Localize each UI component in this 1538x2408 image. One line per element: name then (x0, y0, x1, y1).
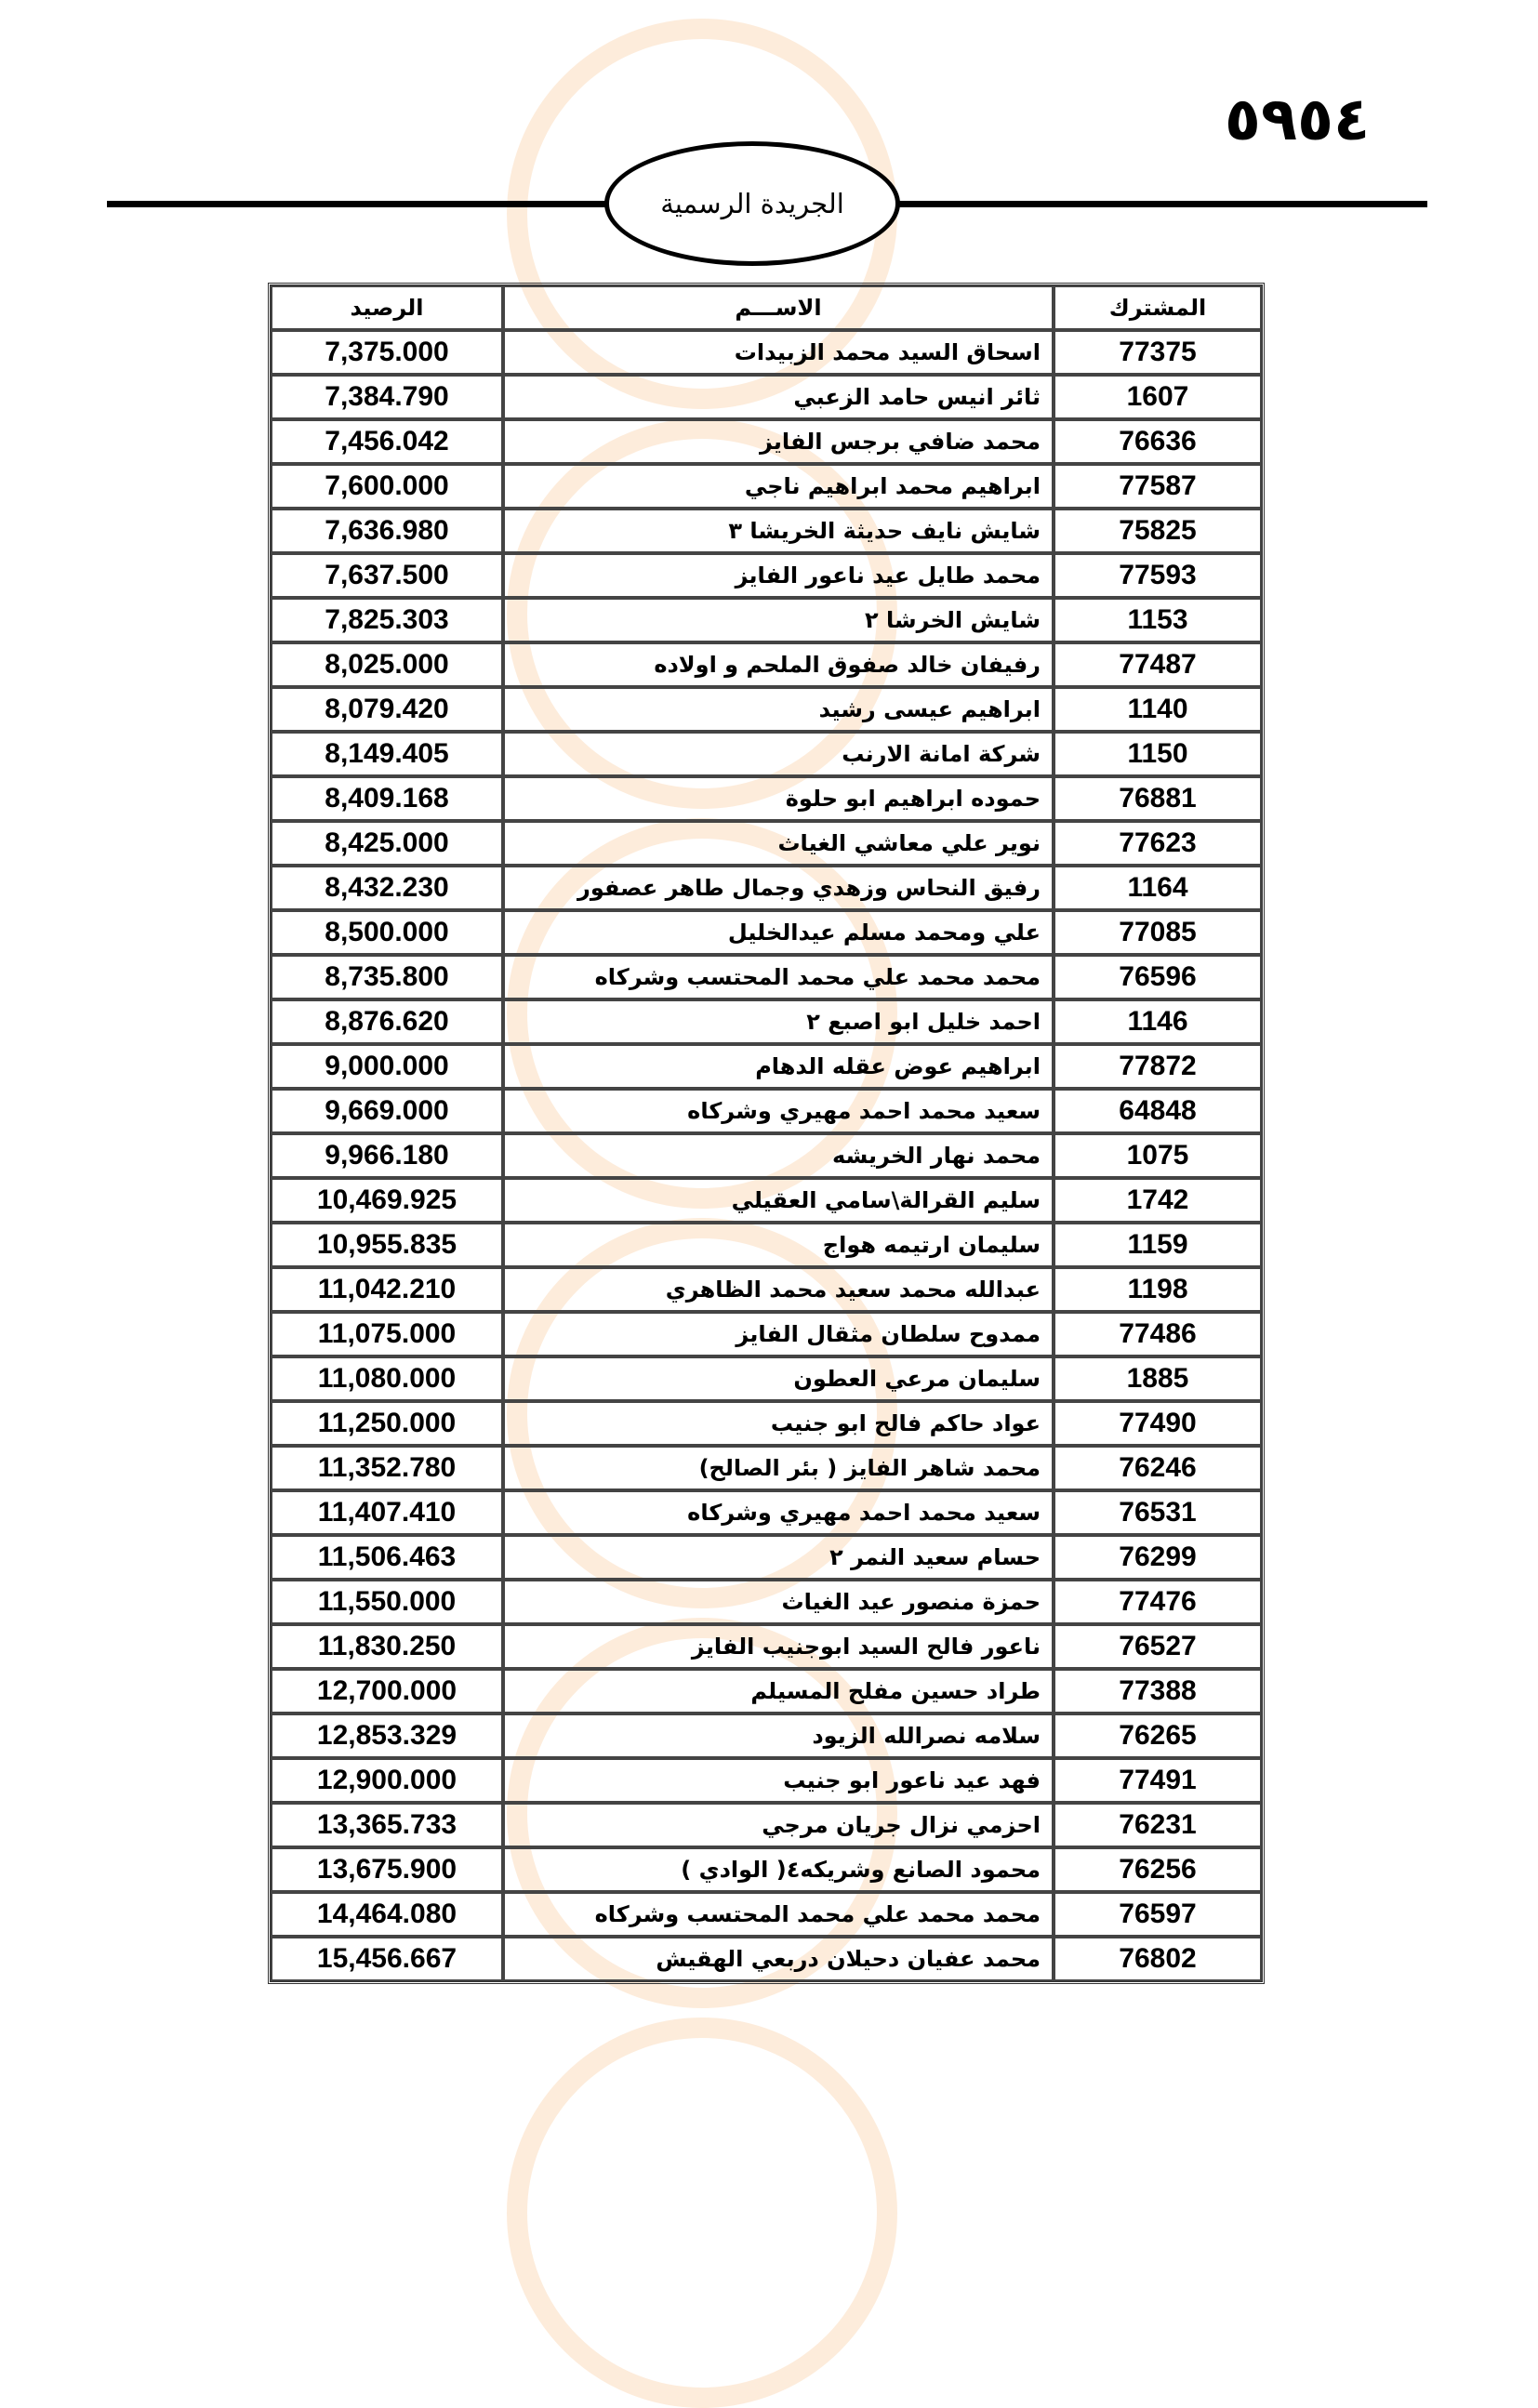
balance-cell: 11,250.000 (271, 1401, 503, 1446)
balance-cell: 9,669.000 (271, 1089, 503, 1133)
table-row (271, 375, 1262, 419)
table-row (271, 553, 1262, 598)
subscriber-id-cell: 76265 (1054, 1713, 1262, 1758)
name-cell: سليمان مرعي العطون (503, 1356, 1054, 1401)
balance-cell: 8,735.800 (271, 955, 503, 999)
name-cell: سليمان ارتيمه هواج (503, 1223, 1054, 1267)
name-cell: محمد عفيان دحيلان دربعي الهقيش (503, 1937, 1054, 1981)
name-cell: شركة امانة الارنب (503, 732, 1054, 776)
subscriber-id-cell: 76246 (1054, 1446, 1262, 1490)
table-row (271, 1401, 1262, 1446)
table-row (271, 1044, 1262, 1089)
subscriber-id-cell: 76231 (1054, 1803, 1262, 1847)
name-cell: محمد شاهر الفايز ( بئر الصالح) (503, 1446, 1054, 1490)
balance-cell: 8,025.000 (271, 642, 503, 687)
subscriber-id-cell: 1150 (1054, 732, 1262, 776)
balance-cell: 8,432.230 (271, 866, 503, 910)
table-header-row (271, 285, 1262, 330)
balance-cell: 12,900.000 (271, 1758, 503, 1803)
subscriber-id-cell: 64848 (1054, 1089, 1262, 1133)
name-cell: ابراهيم محمد ابراهيم ناجي (503, 464, 1054, 509)
table-row (271, 1937, 1262, 1981)
balance-cell: 12,853.329 (271, 1713, 503, 1758)
balance-cell: 8,500.000 (271, 910, 503, 955)
table-row (271, 642, 1262, 687)
name-cell: احمد خليل ابو اصبع ٢ (503, 999, 1054, 1044)
table-row (271, 598, 1262, 642)
table-row (271, 1312, 1262, 1356)
balance-cell: 8,079.420 (271, 687, 503, 732)
name-cell: ممدوح سلطان مثقال الفايز (503, 1312, 1054, 1356)
balance-cell: 7,384.790 (271, 375, 503, 419)
name-cell: سعيد محمد احمد مهيري وشركاه (503, 1089, 1054, 1133)
balance-cell: 7,456.042 (271, 419, 503, 464)
table-row (271, 955, 1262, 999)
table-row (271, 1713, 1262, 1758)
subscriber-id-cell: 1198 (1054, 1267, 1262, 1312)
name-cell: محمود الصانع وشريكه٤( الوادي ) (503, 1847, 1054, 1892)
subscriber-id-cell: 77476 (1054, 1580, 1262, 1624)
table-row (271, 1223, 1262, 1267)
name-cell: احزمي نزال جريان مرجي (503, 1803, 1054, 1847)
balance-cell: 11,080.000 (271, 1356, 503, 1401)
name-cell: ابراهيم عيسى رشيد (503, 687, 1054, 732)
table-row (271, 1580, 1262, 1624)
table-row (271, 1490, 1262, 1535)
subscribers-table (268, 283, 1265, 1984)
table-row (271, 776, 1262, 821)
subscriber-id-cell: 76531 (1054, 1490, 1262, 1535)
subscriber-id-cell: 75825 (1054, 509, 1262, 553)
table-row (271, 866, 1262, 910)
column-header-name: الاســـم (503, 285, 1054, 330)
name-cell: محمد طايل عيد ناعور الفايز (503, 553, 1054, 598)
name-cell: سعيد محمد احمد مهيري وشركاه (503, 1490, 1054, 1535)
subscriber-id-cell: 76636 (1054, 419, 1262, 464)
balance-cell: 8,876.620 (271, 999, 503, 1044)
name-cell: حمزة منصور عيد الغياث (503, 1580, 1054, 1624)
name-cell: محمد محمد علي محمد المحتسب وشركاه (503, 955, 1054, 999)
name-cell: حسام سعيد النمر ٢ (503, 1535, 1054, 1580)
name-cell: اسحاق السيد محمد الزبيدات (503, 330, 1054, 375)
balance-cell: 11,830.250 (271, 1624, 503, 1669)
name-cell: حموده ابراهيم ابو حلوة (503, 776, 1054, 821)
subscriber-id-cell: 77623 (1054, 821, 1262, 866)
subscriber-id-cell: 77491 (1054, 1758, 1262, 1803)
subscriber-id-cell: 1159 (1054, 1223, 1262, 1267)
subscriber-id-cell: 77487 (1054, 642, 1262, 687)
balance-cell: 7,825.303 (271, 598, 503, 642)
balance-cell: 10,469.925 (271, 1178, 503, 1223)
subscriber-id-cell: 1075 (1054, 1133, 1262, 1178)
name-cell: محمد محمد علي محمد المحتسب وشركاه (503, 1892, 1054, 1937)
table-row (271, 1892, 1262, 1937)
name-cell: طراد حسين مفلح المسيلم (503, 1669, 1054, 1713)
subscriber-id-cell: 1742 (1054, 1178, 1262, 1223)
balance-cell: 11,407.410 (271, 1490, 503, 1535)
balance-cell: 11,352.780 (271, 1446, 503, 1490)
subscriber-id-cell: 76596 (1054, 955, 1262, 999)
gazette-title-oval (604, 141, 900, 266)
subscriber-id-cell: 1607 (1054, 375, 1262, 419)
table-row (271, 1803, 1262, 1847)
table-row (271, 999, 1262, 1044)
balance-cell: 12,700.000 (271, 1669, 503, 1713)
table-row (271, 687, 1262, 732)
table-row (271, 1089, 1262, 1133)
table-row (271, 1178, 1262, 1223)
subscriber-id-cell: 77490 (1054, 1401, 1262, 1446)
table-row (271, 1356, 1262, 1401)
table-row (271, 910, 1262, 955)
balance-cell: 8,425.000 (271, 821, 503, 866)
table-row (271, 1624, 1262, 1669)
name-cell: عواد حاكم فالح ابو جنيب (503, 1401, 1054, 1446)
column-header-id: المشترك (1054, 285, 1262, 330)
subscriber-id-cell: 1153 (1054, 598, 1262, 642)
name-cell: ابراهيم عوض عقله الدهام (503, 1044, 1054, 1089)
name-cell: فهد عيد ناعور ابو جنيب (503, 1758, 1054, 1803)
table-row (271, 1847, 1262, 1892)
name-cell: ناعور فالح السيد ابوجنيب الفايز (503, 1624, 1054, 1669)
subscriber-id-cell: 77375 (1054, 330, 1262, 375)
table-row (271, 732, 1262, 776)
table-row (271, 464, 1262, 509)
table-row (271, 509, 1262, 553)
subscriber-id-cell: 76527 (1054, 1624, 1262, 1669)
name-cell: محمد نهار الخريشه (503, 1133, 1054, 1178)
name-cell: سلامه نصرالله الزيود (503, 1713, 1054, 1758)
table-row (271, 1446, 1262, 1490)
table-row (271, 1535, 1262, 1580)
subscriber-id-cell: 1140 (1054, 687, 1262, 732)
watermark-clock-ring (507, 2018, 897, 2408)
balance-cell: 9,000.000 (271, 1044, 503, 1089)
gazette-title: الجريدة الرسمية (660, 188, 844, 219)
subscriber-id-cell: 1885 (1054, 1356, 1262, 1401)
table-row (271, 1267, 1262, 1312)
subscriber-id-cell: 77872 (1054, 1044, 1262, 1089)
subscriber-id-cell: 77593 (1054, 553, 1262, 598)
table-row (271, 1758, 1262, 1803)
name-cell: سليم القرالة\سامي العقيلي (503, 1178, 1054, 1223)
balance-cell: 14,464.080 (271, 1892, 503, 1937)
subscriber-id-cell: 77388 (1054, 1669, 1262, 1713)
subscriber-id-cell: 1164 (1054, 866, 1262, 910)
subscriber-id-cell: 1146 (1054, 999, 1262, 1044)
subscriber-id-cell: 77587 (1054, 464, 1262, 509)
table-row (271, 1133, 1262, 1178)
table-row (271, 1669, 1262, 1713)
subscriber-id-cell: 76881 (1054, 776, 1262, 821)
balance-cell: 7,637.500 (271, 553, 503, 598)
balance-cell: 10,955.835 (271, 1223, 503, 1267)
name-cell: رفيفان خالد صفوق الملحم و اولاده (503, 642, 1054, 687)
balance-cell: 11,550.000 (271, 1580, 503, 1624)
balance-cell: 8,409.168 (271, 776, 503, 821)
subscriber-id-cell: 76597 (1054, 1892, 1262, 1937)
subscriber-id-cell: 77085 (1054, 910, 1262, 955)
balance-cell: 13,365.733 (271, 1803, 503, 1847)
balance-cell: 9,966.180 (271, 1133, 503, 1178)
table-row (271, 330, 1262, 375)
page-number: ٥٩٥٤ (1224, 86, 1371, 154)
balance-cell: 7,375.000 (271, 330, 503, 375)
balance-cell: 8,149.405 (271, 732, 503, 776)
subscriber-id-cell: 76256 (1054, 1847, 1262, 1892)
name-cell: شايش الخرشا ٢ (503, 598, 1054, 642)
table-row (271, 821, 1262, 866)
balance-cell: 11,075.000 (271, 1312, 503, 1356)
balance-cell: 11,506.463 (271, 1535, 503, 1580)
name-cell: ثائر انيس حامد الزعبي (503, 375, 1054, 419)
subscriber-id-cell: 76299 (1054, 1535, 1262, 1580)
name-cell: رفيق النحاس وزهدي وجمال طاهر عصفور (503, 866, 1054, 910)
name-cell: علي ومحمد مسلم عيدالخليل (503, 910, 1054, 955)
balance-cell: 7,636.980 (271, 509, 503, 553)
balance-cell: 13,675.900 (271, 1847, 503, 1892)
name-cell: محمد ضافي برجس الفايز (503, 419, 1054, 464)
balance-cell: 11,042.210 (271, 1267, 503, 1312)
balance-cell: 15,456.667 (271, 1937, 503, 1981)
table-row (271, 419, 1262, 464)
subscriber-id-cell: 76802 (1054, 1937, 1262, 1981)
name-cell: نوير علي معاشي الغياث (503, 821, 1054, 866)
name-cell: شايش نايف حديثة الخريشا ٣ (503, 509, 1054, 553)
balance-cell: 7,600.000 (271, 464, 503, 509)
name-cell: عبدالله محمد سعيد محمد الظاهري (503, 1267, 1054, 1312)
subscriber-id-cell: 77486 (1054, 1312, 1262, 1356)
column-header-balance: الرصيد (271, 285, 503, 330)
